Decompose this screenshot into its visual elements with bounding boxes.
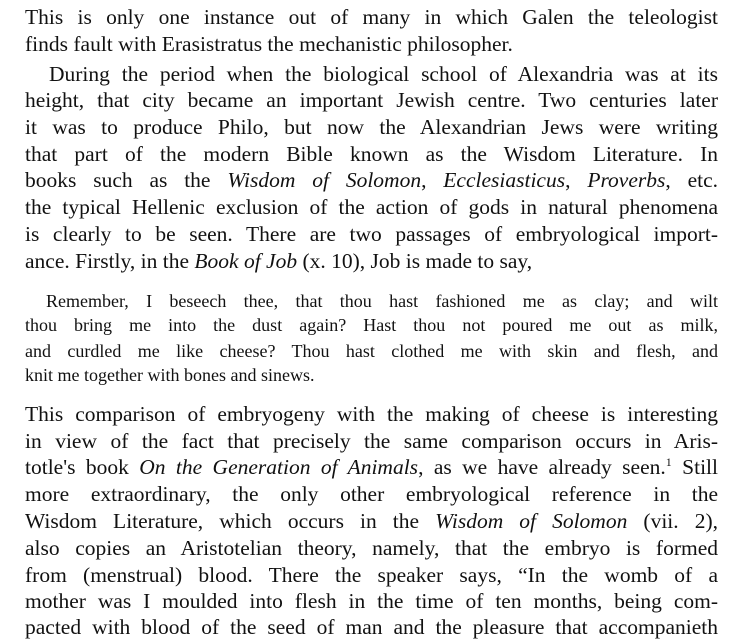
paragraph-1-line-1: This is only one instance out of many in which Galen the teleologist (25, 5, 718, 29)
paragraph-3-line-5 (25, 508, 718, 534)
paragraph-3-line-1: This comparison of embryogeny with the making of cheese is interesting (25, 402, 718, 426)
text: books such as the (25, 168, 228, 192)
paragraph-3-line-4: more extraordinary, the only other embryological reference in the (25, 482, 718, 506)
quote-line-4: knit me together with bones and sinews. (25, 365, 315, 385)
paragraph-3-line-3 (25, 454, 718, 480)
quote-line-3: and curdled me like cheese? Thou hast clothed me with skin and flesh, and (25, 341, 718, 361)
paragraph-2-line-8 (25, 248, 718, 274)
paragraph-3-line-6: also copies an Aristotelian theory, namely, that the embryo is formed (25, 536, 718, 560)
book-title-generation-of-animals: On the Generation of Animals (139, 455, 419, 479)
paragraph-2-line-5 (25, 167, 718, 193)
text: Wisdom Literature, which occurs in the (25, 509, 436, 533)
quote-line-1: Remember, I beseech thee, that thou hast fashioned me as clay; and wilt (46, 291, 718, 311)
text: , as we have already seen. (418, 455, 666, 479)
book-title-ecclesiasticus: Ecclesiasticus (443, 168, 566, 192)
book-title-wisdom-of-solomon: Wisdom of Solomon (227, 168, 422, 192)
book-title-job: Book of Job (194, 249, 298, 273)
paragraph-2-line-4: that part of the modern Bible known as the Wisdom Literature. In (25, 142, 718, 166)
text: (vii. 2), (627, 509, 718, 533)
quote-line-2: thou bring me into the dust again? Hast thou not poured me out as milk, (25, 315, 718, 335)
text: totle's book (25, 455, 140, 479)
paragraph-2-line-2: height, that city became an important Jewish centre. Two centuries later (25, 88, 718, 112)
paragraph-2-line-7: is clearly to be seen. There are two passages of embryological import- (25, 222, 718, 246)
paragraph-1-line-2: finds fault with Erasistratus the mechanistic philosopher. (25, 32, 513, 56)
paragraph-3-line-8: mother was I moulded into flesh in the time of ten months, being com- (25, 589, 718, 613)
footnote-marker: 1 (665, 455, 672, 469)
paragraph-3-line-2: in view of the fact that precisely the same comparison occurs in Aris- (25, 429, 718, 453)
paragraph-2-line-6: the typical Hellenic exclusion of the action of gods in natural phenomena (25, 195, 718, 219)
book-title-proverbs: Proverbs (587, 168, 666, 192)
book-title-wisdom-of-solomon: Wisdom of Solomon (435, 509, 628, 533)
text: , (421, 168, 444, 192)
text: (x. 10), Job is made to say, (297, 249, 533, 273)
paragraph-2-line-3: it was to produce Philo, but now the Alexandrian Jews were writing (25, 115, 718, 139)
paragraph-2-line-1: During the period when the biological school of Alexandria was at its (49, 62, 718, 86)
paragraph-3-line-7: from (menstrual) blood. There the speaker says, “In the womb of a (25, 563, 718, 587)
text: , etc. (665, 168, 719, 192)
text: Still (671, 455, 719, 479)
paragraph-3-line-9: pacted with blood of the seed of man and the pleasure that accompanieth (25, 615, 718, 639)
text: , (565, 168, 588, 192)
text: ance. Firstly, in the (25, 249, 195, 273)
